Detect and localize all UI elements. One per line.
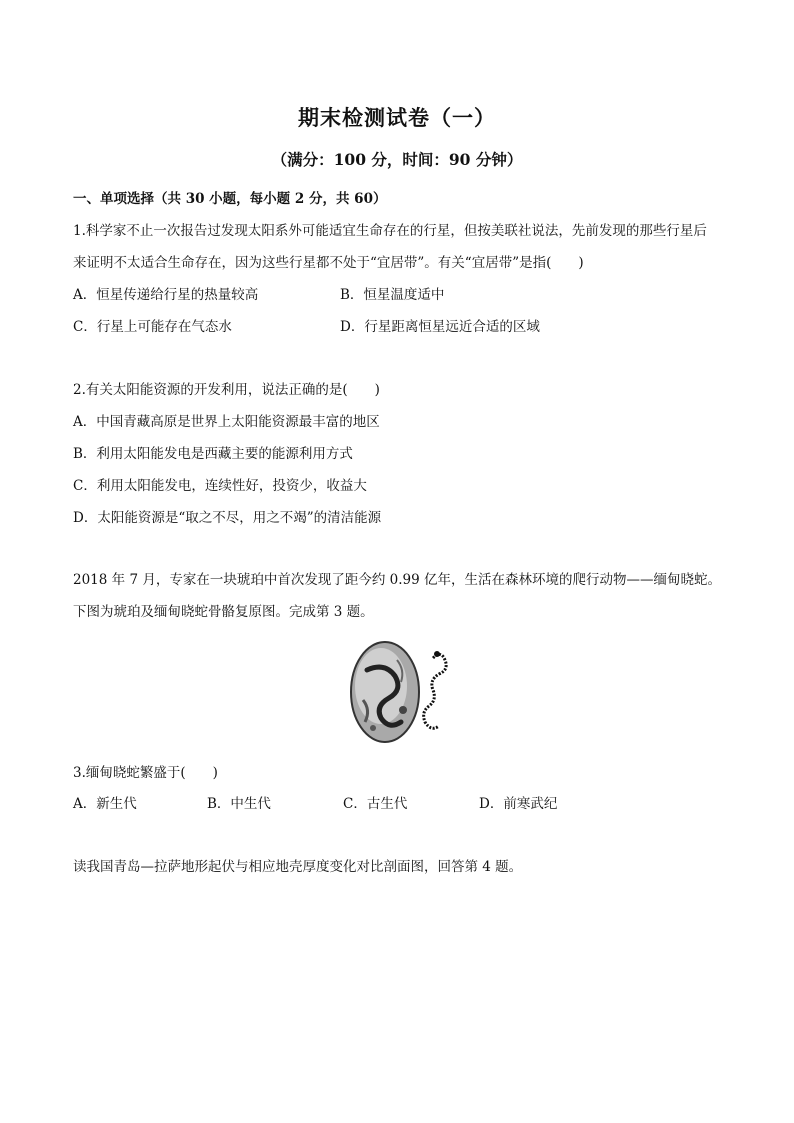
q3-option-a: A．新生代 bbox=[73, 796, 137, 812]
q2-option-c: C．利用太阳能发电，连续性好，投资少，收益大 bbox=[73, 478, 367, 494]
q2-option-b: B．利用太阳能发电是西藏主要的能源利用方式 bbox=[73, 446, 353, 462]
q3-option-b: B．中生代 bbox=[207, 796, 271, 812]
q3-passage-line1: 2018 年 7 月，专家在一块琥珀中首次发现了距今约 0.99 亿年，生活在森林环境的爬行动物——缅甸晓蛇。 bbox=[73, 572, 721, 588]
q2-option-d: D．太阳能资源是“取之不尽，用之不竭”的清洁能源 bbox=[73, 510, 382, 526]
q3-option-d: D．前寒武纪 bbox=[479, 796, 558, 812]
q3-passage-line2: 下图为琥珀及缅甸晓蛇骨骼复原图。完成第 3 题。 bbox=[73, 604, 374, 620]
q3-option-c: C．古生代 bbox=[343, 796, 408, 812]
q1-stem-line1: 1.科学家不止一次报告过发现太阳系外可能适宜生命存在的行星，但按美联社说法，先前发现的那些行星后 bbox=[73, 223, 707, 239]
q1-option-a: A．恒星传递给行星的热量较高 bbox=[73, 287, 259, 303]
section-heading: 一、单项选择（共 30 小题，每小题 2 分，共 60） bbox=[73, 191, 387, 207]
q1-option-b: B．恒星温度适中 bbox=[340, 287, 445, 303]
page-title: 期末检测试卷（一） bbox=[298, 105, 496, 130]
q1-option-d: D．行星距离恒星远近合适的区域 bbox=[340, 319, 540, 335]
q2-option-a: A．中国青藏高原是世界上太阳能资源最丰富的地区 bbox=[73, 414, 380, 430]
q4-passage: 读我国青岛—拉萨地形起伏与相应地壳厚度变化对比剖面图，回答第 4 题。 bbox=[73, 859, 523, 875]
q1-option-c: C．行星上可能存在气态水 bbox=[73, 319, 232, 335]
q3-stem: 3.缅甸晓蛇繁盛于( ) bbox=[73, 765, 218, 781]
exam-info: （满分：100 分，时间：90 分钟） bbox=[271, 150, 523, 169]
q2-stem: 2.有关太阳能资源的开发利用，说法正确的是( ) bbox=[73, 382, 380, 398]
amber-snake-figure bbox=[345, 640, 465, 746]
q1-stem-line2: 来证明不太适合生命存在，因为这些行星都不处于“宜居带”。有关“宜居带”是指( ) bbox=[73, 255, 584, 271]
